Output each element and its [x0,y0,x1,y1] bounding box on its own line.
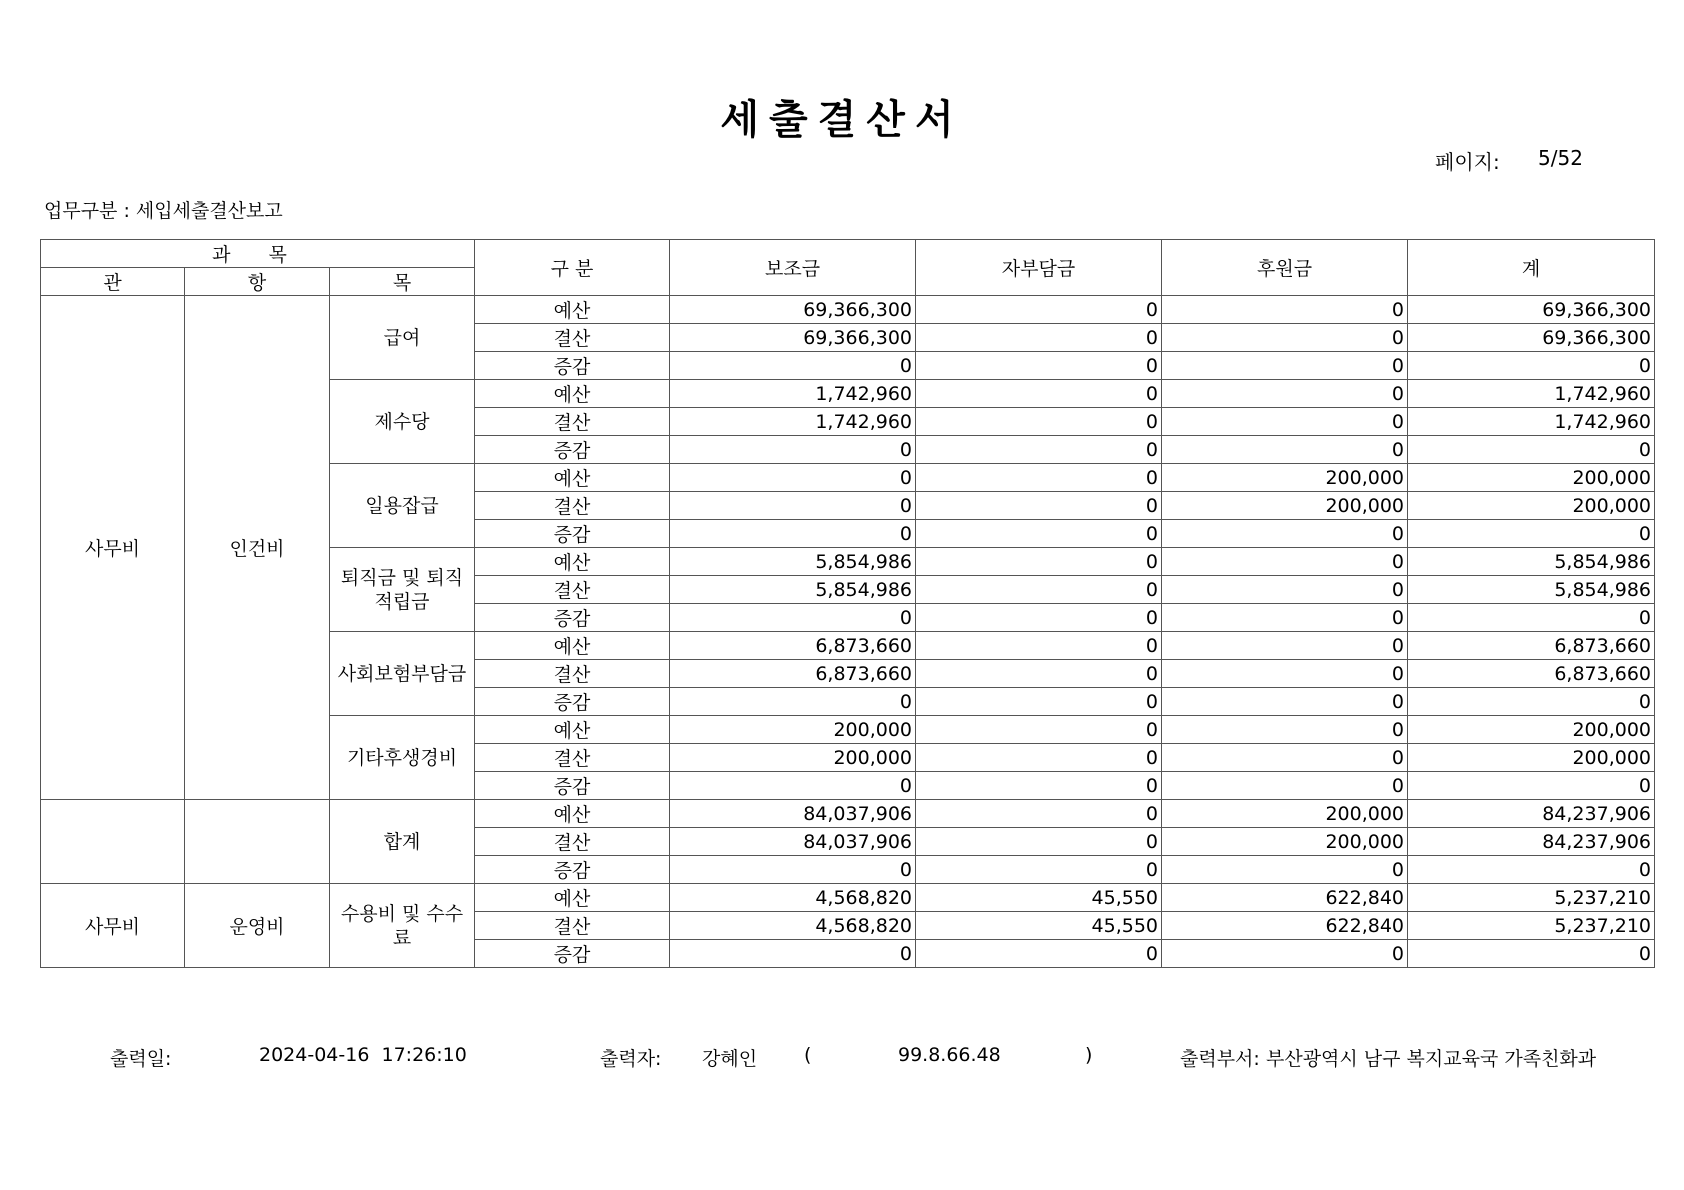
category-cell: 증감 [475,352,670,380]
table-row [41,800,1655,828]
category-cell: 예산 [475,716,670,744]
total-cell: 84,237,906 [1408,800,1655,828]
category-cell: 증감 [475,772,670,800]
donation-cell: 0 [1162,408,1408,436]
mok-cell: 수용비 및 수수료 [330,884,475,968]
printer-label: 출력자: [600,1048,662,1070]
self-pay-cell: 0 [916,520,1162,548]
donation-cell: 0 [1162,772,1408,800]
self-pay-cell: 0 [916,772,1162,800]
self-pay-cell: 0 [916,632,1162,660]
total-cell: 0 [1408,688,1655,716]
subsidy-cell: 5,854,986 [670,548,916,576]
subsidy-cell: 84,037,906 [670,828,916,856]
donation-cell: 0 [1162,856,1408,884]
total-cell: 1,742,960 [1408,408,1655,436]
category-cell: 결산 [475,744,670,772]
mok-cell: 합계 [330,800,475,884]
total-cell: 200,000 [1408,716,1655,744]
mok-cell: 퇴직금 및 퇴직적립금 [330,548,475,632]
mok-cell: 일용잡급 [330,464,475,548]
donation-cell: 622,840 [1162,912,1408,940]
self-pay-cell: 0 [916,828,1162,856]
gwan-cell [41,800,185,884]
total-cell: 5,854,986 [1408,576,1655,604]
subsidy-cell: 0 [670,940,916,968]
donation-cell: 0 [1162,604,1408,632]
print-dept-label: 출력부서: [1180,1048,1260,1070]
header-donation: 후원금 [1162,240,1408,296]
self-pay-cell: 0 [916,408,1162,436]
business-type: 업무구분 : 세입세출결산보고 [44,200,283,222]
subsidy-cell: 1,742,960 [670,380,916,408]
table-row [41,296,1655,324]
paren-close: ) [1085,1044,1093,1066]
subsidy-cell: 0 [670,688,916,716]
donation-cell: 0 [1162,520,1408,548]
page-number-value: 5/52 [1538,146,1583,170]
self-pay-cell: 0 [916,380,1162,408]
subsidy-cell: 200,000 [670,744,916,772]
donation-cell: 200,000 [1162,464,1408,492]
total-cell: 200,000 [1408,492,1655,520]
subsidy-cell: 5,854,986 [670,576,916,604]
donation-cell: 0 [1162,744,1408,772]
category-cell: 예산 [475,548,670,576]
subsidy-cell: 4,568,820 [670,912,916,940]
total-cell: 84,237,906 [1408,828,1655,856]
subsidy-cell: 1,742,960 [670,408,916,436]
header-subject: 과 목 [41,240,475,268]
category-cell: 예산 [475,632,670,660]
self-pay-cell: 0 [916,800,1162,828]
mok-cell: 사회보험부담금 [330,632,475,716]
header-total: 계 [1408,240,1655,296]
subsidy-cell: 0 [670,436,916,464]
category-cell: 증감 [475,604,670,632]
header-self-pay: 자부담금 [916,240,1162,296]
print-date-label: 출력일: [110,1048,172,1070]
header-category: 구 분 [475,240,670,296]
category-cell: 증감 [475,688,670,716]
hang-cell: 인건비 [185,296,330,800]
category-cell: 예산 [475,800,670,828]
total-cell: 0 [1408,940,1655,968]
category-cell: 결산 [475,324,670,352]
category-cell: 결산 [475,408,670,436]
subsidy-cell: 0 [670,772,916,800]
page-number-label: 페이지: [1435,150,1500,174]
printer-name: 강혜인 [702,1048,758,1070]
header-hang: 항 [185,268,330,296]
donation-cell: 0 [1162,660,1408,688]
donation-cell: 0 [1162,548,1408,576]
category-cell: 예산 [475,884,670,912]
paren-open: ( [804,1044,812,1066]
total-cell: 6,873,660 [1408,660,1655,688]
category-cell: 증감 [475,940,670,968]
header-subsidy: 보조금 [670,240,916,296]
total-cell: 0 [1408,772,1655,800]
self-pay-cell: 0 [916,436,1162,464]
mok-cell: 제수당 [330,380,475,464]
self-pay-cell: 45,550 [916,912,1162,940]
donation-cell: 622,840 [1162,884,1408,912]
total-cell: 1,742,960 [1408,380,1655,408]
subsidy-cell: 0 [670,352,916,380]
print-dept: 부산광역시 남구 복지교육국 가족친화과 [1266,1048,1597,1070]
subsidy-cell: 0 [670,520,916,548]
table-row [41,884,1655,912]
category-cell: 결산 [475,828,670,856]
donation-cell: 0 [1162,688,1408,716]
table-body [41,296,1655,968]
printer-ip: 99.8.66.48 [898,1044,1001,1066]
page-title: 세출결산서 [720,97,964,143]
header-mok: 목 [330,268,475,296]
total-cell: 200,000 [1408,464,1655,492]
self-pay-cell: 0 [916,492,1162,520]
category-cell: 결산 [475,660,670,688]
donation-cell: 0 [1162,352,1408,380]
category-cell: 예산 [475,380,670,408]
donation-cell: 0 [1162,380,1408,408]
donation-cell: 0 [1162,940,1408,968]
subsidy-cell: 6,873,660 [670,632,916,660]
total-cell: 0 [1408,436,1655,464]
mok-cell: 기타후생경비 [330,716,475,800]
subsidy-cell: 4,568,820 [670,884,916,912]
self-pay-cell: 45,550 [916,884,1162,912]
expenditure-table [40,239,1655,968]
category-cell: 증감 [475,856,670,884]
self-pay-cell: 0 [916,324,1162,352]
total-cell: 5,237,210 [1408,912,1655,940]
subsidy-cell: 69,366,300 [670,296,916,324]
print-date: 2024-04-16 17:26:10 [259,1044,467,1066]
category-cell: 결산 [475,576,670,604]
self-pay-cell: 0 [916,352,1162,380]
subsidy-cell: 200,000 [670,716,916,744]
total-cell: 0 [1408,604,1655,632]
header-gwan: 관 [41,268,185,296]
total-cell: 69,366,300 [1408,296,1655,324]
self-pay-cell: 0 [916,744,1162,772]
total-cell: 5,237,210 [1408,884,1655,912]
donation-cell: 200,000 [1162,492,1408,520]
self-pay-cell: 0 [916,660,1162,688]
self-pay-cell: 0 [916,604,1162,632]
self-pay-cell: 0 [916,296,1162,324]
category-cell: 증감 [475,520,670,548]
subsidy-cell: 6,873,660 [670,660,916,688]
total-cell: 69,366,300 [1408,324,1655,352]
category-cell: 예산 [475,464,670,492]
gwan-cell: 사무비 [41,884,185,968]
hang-cell [185,800,330,884]
donation-cell: 0 [1162,632,1408,660]
self-pay-cell: 0 [916,576,1162,604]
total-cell: 0 [1408,520,1655,548]
self-pay-cell: 0 [916,548,1162,576]
self-pay-cell: 0 [916,464,1162,492]
donation-cell: 0 [1162,576,1408,604]
total-cell: 6,873,660 [1408,632,1655,660]
category-cell: 결산 [475,492,670,520]
self-pay-cell: 0 [916,856,1162,884]
total-cell: 5,854,986 [1408,548,1655,576]
category-cell: 증감 [475,436,670,464]
subsidy-cell: 84,037,906 [670,800,916,828]
hang-cell: 운영비 [185,884,330,968]
self-pay-cell: 0 [916,688,1162,716]
donation-cell: 0 [1162,716,1408,744]
subsidy-cell: 0 [670,604,916,632]
category-cell: 예산 [475,296,670,324]
donation-cell: 200,000 [1162,800,1408,828]
subsidy-cell: 69,366,300 [670,324,916,352]
mok-cell: 급여 [330,296,475,380]
total-cell: 0 [1408,856,1655,884]
category-cell: 결산 [475,912,670,940]
self-pay-cell: 0 [916,940,1162,968]
donation-cell: 0 [1162,436,1408,464]
total-cell: 0 [1408,352,1655,380]
subsidy-cell: 0 [670,464,916,492]
gwan-cell: 사무비 [41,296,185,800]
self-pay-cell: 0 [916,716,1162,744]
donation-cell: 200,000 [1162,828,1408,856]
total-cell: 200,000 [1408,744,1655,772]
subsidy-cell: 0 [670,492,916,520]
donation-cell: 0 [1162,324,1408,352]
subsidy-cell: 0 [670,856,916,884]
donation-cell: 0 [1162,296,1408,324]
